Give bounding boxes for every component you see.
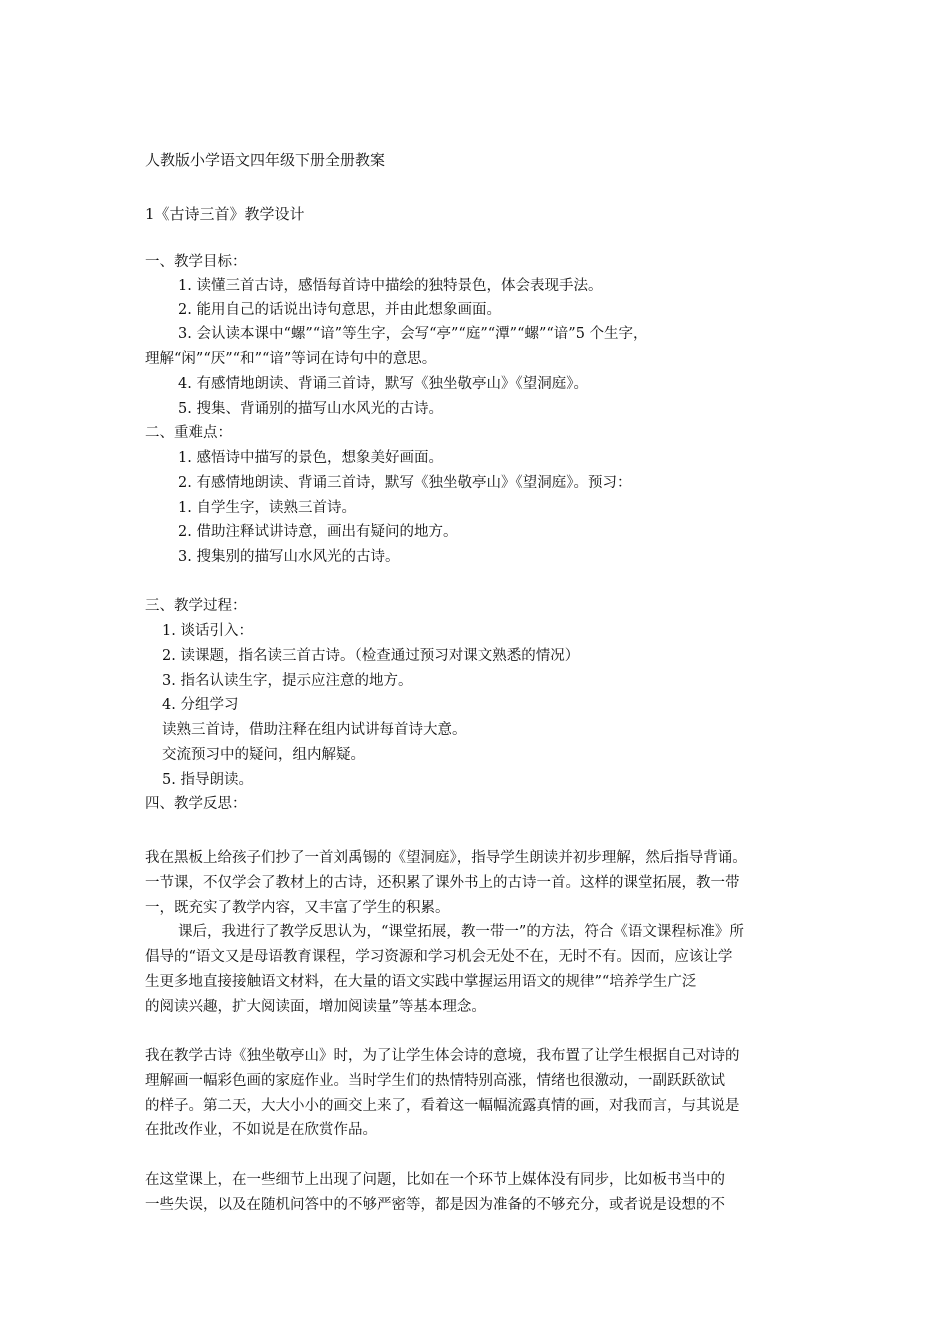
process-item: 读熟三首诗，借助注释在组内试讲每首诗大意。 (162, 722, 467, 738)
objectives-heading: 一、教学目标： (145, 254, 247, 270)
objective-item-continued: 理解“闲”“厌”“和”“谙”等词在诗句中的意思。 (145, 351, 437, 367)
process-item: 4. 分组学习 (162, 697, 239, 713)
key-point-item: 1. 感悟诗中描写的景色，想象美好画面。 (178, 450, 443, 466)
process-item: 3. 指名认读生字，提示应注意的地方。 (162, 673, 413, 689)
reflection-paragraph-2-line: 倡导的“语文又是母语教育课程，学习资源和学习机会无处不在，无时不有。因而，应该让学 (145, 949, 733, 965)
process-item: 5. 指导朗读。 (162, 772, 253, 788)
reflection-paragraph-4-line: 一些失误，以及在随机问答中的不够严密等，都是因为准备的不够充分，或者说是设想的不 (145, 1197, 725, 1213)
reflection-heading: 四、教学反思： (145, 796, 247, 812)
reflection-paragraph-2-line: 课后，我进行了教学反思认为，“课堂拓展，教一带一”的方法，符合《语文课程标准》所 (178, 924, 744, 940)
reflection-paragraph-3-line: 在批改作业，不如说是在欣赏作品。 (145, 1122, 377, 1138)
key-points-heading: 二、重难点： (145, 425, 232, 441)
objective-item: 4. 有感情地朗读、背诵三首诗，默写《独坐敬亭山》《望洞庭》。 (178, 376, 588, 392)
reflection-paragraph-2-line: 生更多地直接接触语文材料，在大量的语文实践中掌握运用语文的规律”“培养学生广泛 (145, 974, 697, 990)
reflection-paragraph-4-line: 在这堂课上，在一些细节上出现了问题，比如在一个环节上媒体没有同步，比如板书当中的 (145, 1172, 725, 1188)
lesson-title: 1《古诗三首》教学设计 (145, 205, 305, 223)
process-heading: 三、教学过程： (145, 598, 247, 614)
objective-item: 1. 读懂三首古诗，感悟每首诗中描绘的独特景色，体会表现手法。 (178, 278, 603, 294)
key-point-item: 1. 自学生字，读熟三首诗。 (178, 500, 356, 516)
reflection-paragraph-1-line: 我在黑板上给孩子们抄了一首刘禹锡的《望洞庭》，指导学生朗读并初步理解，然后指导背诵。 (145, 850, 747, 866)
process-item: 交流预习中的疑问，组内解疑。 (162, 747, 365, 763)
objective-item: 2. 能用自己的话说出诗句意思，并由此想象画面。 (178, 302, 501, 318)
reflection-paragraph-1-line: 一节课，不仅学会了教材上的古诗，还积累了课外书上的古诗一首。这样的课堂拓展，教一带 (145, 875, 740, 891)
document-title: 人教版小学语文四年级下册全册教案 (145, 151, 386, 169)
reflection-paragraph-3-line: 我在教学古诗《独坐敬亭山》时，为了让学生体会诗的意境，我布置了让学生根据自己对诗的 (145, 1048, 740, 1064)
process-item: 1. 谈话引入： (162, 623, 253, 639)
key-point-item: 2. 有感情地朗读、背诵三首诗，默写《独坐敬亭山》《望洞庭》。预习： (178, 475, 632, 491)
key-point-item: 3. 搜集别的描写山水风光的古诗。 (178, 549, 400, 565)
key-point-item: 2. 借助注释试讲诗意，画出有疑问的地方。 (178, 524, 458, 540)
reflection-paragraph-3-line: 理解画一幅彩色画的家庭作业。当时学生们的热情特别高涨，情绪也很激动，一副跃跃欲试 (145, 1073, 725, 1089)
reflection-paragraph-1-line: 一，既充实了教学内容，又丰富了学生的积累。 (145, 900, 450, 916)
objective-item: 5. 搜集、背诵别的描写山水风光的古诗。 (178, 401, 443, 417)
reflection-paragraph-3-line: 的样子。第二天，大大小小的画交上来了，看着这一幅幅流露真情的画，对我而言，与其说是 (145, 1098, 740, 1114)
objective-item: 3. 会认读本课中“螺”“谙”等生字，会写“亭”“庭”“潭”“螺”“谙”5 个生字， (178, 326, 648, 342)
process-item: 2. 读课题，指名读三首古诗。（检查通过预习对课文熟悉的情况） (162, 648, 580, 664)
reflection-paragraph-2-line: 的阅读兴趣，扩大阅读面，增加阅读量”等基本理念。 (145, 999, 486, 1015)
